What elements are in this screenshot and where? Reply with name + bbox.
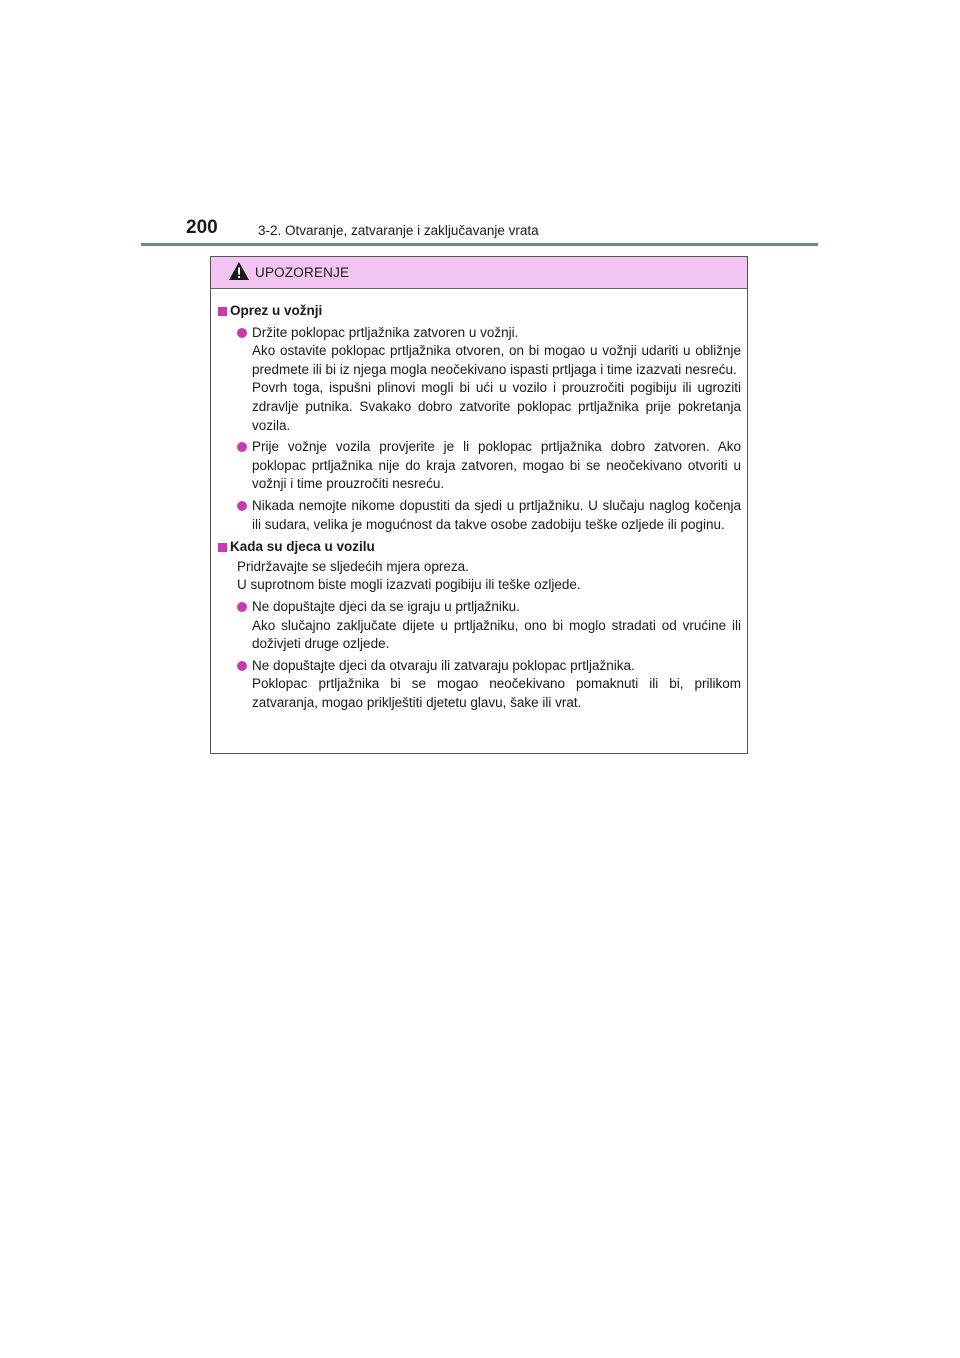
page-number: 200 [186,217,218,238]
section-heading-text: Kada su djeca u vozilu [230,539,375,555]
circle-bullet-icon [237,501,247,511]
list-item [218,657,741,713]
section-title: 3-2. Otvaranje, zatvaranje i zaključavanje vrata [258,223,539,238]
list-item [218,438,741,494]
square-marker-icon [218,307,227,316]
bullet-line: Ako slučajno zaključate dijete u prtljažniku, ono bi moglo stradati od vrućine ili doživjeti druge ozljede. [252,617,741,652]
circle-bullet-icon [237,442,247,452]
warning-header [211,257,747,289]
warning-box [210,256,748,754]
section-heading-text: Oprez u vožnji [230,303,323,318]
bullet-line: Poklopac prtljažnika bi se mogao neočekivano pomaknuti ili bi, prilikom zatvaranja, mogao priklještiti djetetu glavu, šake ili vrat. [252,676,741,710]
circle-bullet-icon [237,328,247,338]
circle-bullet-icon [237,661,247,671]
bullet-line: Ako ostavite poklopac prtljažnika otvoren, on bi mogao u vožnji udariti u obližnje predmete ili bi iz njega mogla neočekivano ispasti prtljaga i time izazvati nesreću. [252,343,741,377]
header-divider [141,243,818,246]
circle-bullet-icon [237,602,247,612]
square-marker-icon [218,543,227,552]
section-intro-line: Pridržavajte se sljedećih mjera opreza. [237,558,469,574]
bullet-line: Ne dopuštajte djeci da se igraju u prtljažniku. [252,598,520,614]
bullet-line: Držite poklopac prtljažnika zatvoren u vožnji. [252,324,519,340]
bullet-line: Prije vožnje vozila provjerite je li poklopac prtljažnika dobro zatvoren. Ako poklopac prtljažnika nije do kraja zatvoren, mogao bi se neočekivano otvoriti u vožnji i time prouzročiti nesreću. [252,439,741,492]
section-heading [218,302,741,321]
warning-title: UPOZORENJE [255,265,350,280]
bullet-line: Povrh toga, ispušni plinovi mogli bi ući u vozilo i prouzročiti pogibiju ili ugroziti zdravlje putnika. Svakako dobro zatvorite poklopac prtljažnika prije pokretanja vozila. [252,380,741,433]
section-heading [218,538,741,557]
warning-triangle-icon [228,261,250,281]
list-item [218,324,741,436]
section-intro-line: U suprotnom biste mogli izazvati pogibiju ili teške ozljede. [237,577,581,593]
bullet-line: Nikada nemojte nikome dopustiti da sjedi u prtljažniku. U slučaju naglog kočenja ili sudara, velika je mogućnost da takve osobe zadobiju teške ozljede ili poginu. [252,497,741,532]
list-item [218,598,741,654]
warning-body [211,289,747,712]
bullet-line: Ne dopuštajte djeci da otvaraju ili zatvaraju poklopac prtljažnika. [252,657,635,673]
list-item [218,497,741,534]
